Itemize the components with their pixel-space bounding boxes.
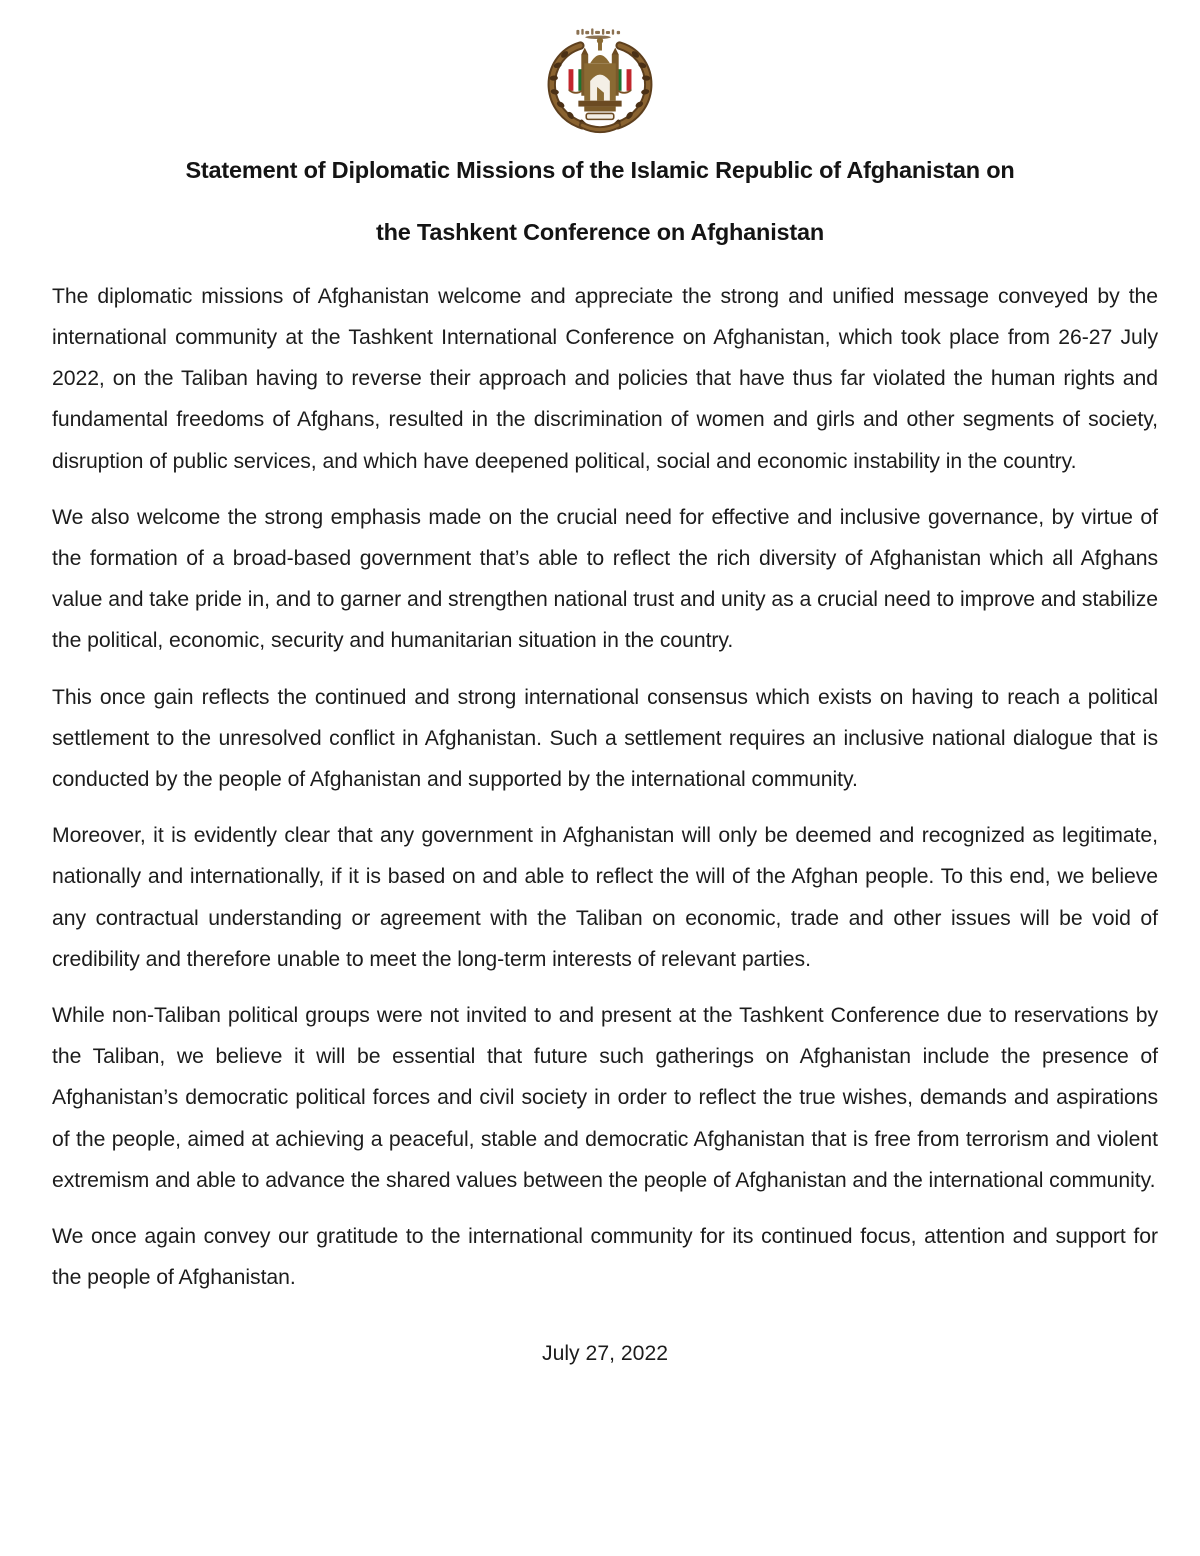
paragraph-1: The diplomatic missions of Afghanistan welcome and appreciate the strong and unified message conveyed by the international community at the Tashkent International Conference on Afghanistan, which took place from 26-27 July 2022, on the Taliban having to reverse their approach and policies that have thus far violated the human rights and fundamental freedoms of Afghans, resulted in the discrimination of women and girls and other segments of society, disruption of public services, and which have deepened political, social and economic instability in the country. xyxy=(52,284,1158,473)
emblem-container xyxy=(0,0,1200,132)
title-line-1: Statement of Diplomatic Missions of the Islamic Republic of Afghanistan on xyxy=(185,157,1015,183)
document-body xyxy=(52,248,1158,1367)
mosque-icon xyxy=(578,38,621,120)
document-date: July 27, 2022 xyxy=(541,1342,669,1366)
shahada-script xyxy=(576,28,620,39)
paragraph-5: While non-Taliban political groups were not invited to and present at the Tashkent Conference due to reservations by the Taliban, we believe it will be essential that future such gatherings on Afghanistan include the presence of Afghanistan’s democratic political forces and civil society in order to reflect the true wishes, demands and aspirations of the people, aimed at achieving a peaceful, stable and democratic Afghanistan that is free from terrorism and violent extremism and able to advance the shared values between the people of Afghanistan and the international community. xyxy=(52,1004,1158,1192)
paragraph-4: Moreover, it is evidently clear that any government in Afghanistan will only be deemed and recognized as legitimate, nationally and internationally, if it is based on and able to reflect the will of the Afghan people. To this end, we believe any contractual understanding or agreement with the Taliban on economic, trade and other issues will be void of credibility and therefore unable to meet the long-term interests of relevant parties. xyxy=(52,824,1158,971)
flag-left xyxy=(569,69,584,94)
paragraph-6: We once again convey our gratitude to the international community for its continued focus, attention and support for the people of Afghanistan. xyxy=(52,1225,1158,1290)
document-title xyxy=(0,156,1200,248)
flag-right xyxy=(617,69,632,94)
paragraph-3: This once gain reflects the continued and strong international consensus which exists on having to reach a political settlement to the unresolved conflict in Afghanistan. Such a settlement requires an inclusive national dialogue that is conducted by the people of Afghanistan and supported by the international community. xyxy=(52,685,1158,791)
paragraph-2: We also welcome the strong emphasis made on the crucial need for effective and inclusive governance, by virtue of the formation of a broad-based government that’s able to reflect the rich diversity of Afghanistan which all Afghans value and take pride in, and to garner and strengthen national trust and unity as a crucial need to improve and stabilize the political, economic, security and humanitarian situation in the country. xyxy=(52,505,1158,653)
afghanistan-national-emblem-icon xyxy=(541,22,659,140)
title-line-2: the Tashkent Conference on Afghanistan xyxy=(375,219,825,246)
